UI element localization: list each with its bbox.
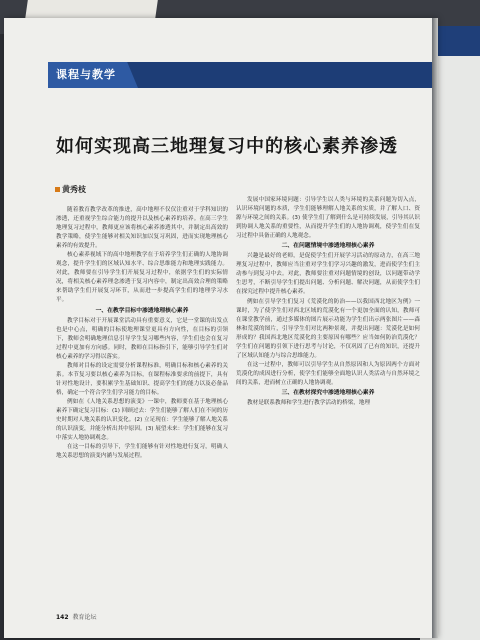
page-number: 142 [56, 614, 69, 621]
body-paragraph: 核心素养视域下的高中地理教学在于培养学生们正确的人地协调观念，提升学生们的区域认知水平、综合思维能力和地理实践能力。对此，教师要在引导学生们开展复习过程中，依据学生们的实际情况，将相关核心素养理念渗透于复习内容中，制定出高效合理的策略来帮助学生们开展复习环节，从而进一步提高学生们的地理学习水平。 [56, 252, 228, 304]
section-heading: 一、在教学目标中渗透地理核心素养 [95, 307, 189, 314]
body-paragraph: 随着教育教学改革的推进，高中地理不仅仅注重对于学科知识的渗透，还重视学生综合能力的提升以及核心素养的培养。在高三学生地理复习过程中，教师更应该将核心素养渗透其中，并制定出高效的教学策略，使学生能够对相关知识加以复习巩固，进而实现地理核心素养的有效提升。 [56, 207, 228, 250]
page-footer [56, 612, 97, 621]
body-paragraph: 教师对目标的设定需要分析课程标准，明确目标和核心素养的关系。本节复习要以核心素养为目标，在课程标准要求的前提下，具有针对性地设计，要积累学生基础知识、提高学生们的能力以及必备品格，确定一个符合学生们学习能力的目标。 [56, 362, 228, 396]
body-paragraph: 发展中国家环境问题：引导学生以人类与环境的关系问题为切入点，认识环境问题的本质，学生们能够理解人地关系的实质，并了解人口、资源与环境之间的关系。(3) 使学生们了解到什么是可持续发展，引导其认识到协调人地关系的重要性，从而提升学生们的人地协调观，使学生们在复习过程中具备正确的人地观念。 [236, 197, 420, 240]
body-paragraph: 在这一过程中，教师可以引导学生从自然原因和人为原因两个方面对荒漠化的成因进行分析，使学生们能够全面地认识人类活动与自然环境之间的关系，进而树立正确的人地协调观。 [236, 361, 420, 386]
body-paragraph: 兴趣是最好的老师，是促使学生们开展学习活动的原动力，在高三地理复习过程中，教师应当注重对学生们学习兴趣的激发，进而使学生们主动参与到复习中去。对此，教师要注重对问题情境的创设，以问题带动学生思考，不断引导学生们提出问题、分析问题、解决问题，从而使学生们在探究过程中提升核心素养。 [236, 253, 420, 296]
article-column-left [56, 206, 228, 604]
body-paragraph: 教材是联系教师和学生进行教学活动的桥梁，地理 [247, 400, 371, 407]
author-marker-icon [55, 187, 60, 192]
journal-name: 教育论坛 [72, 614, 97, 621]
body-paragraph: 教学目标对于开展课堂活动具有重要意义，它是一堂课的出发点也是中心点，明确的目标使地理课堂更具有方向性，在目标的引领下，教师会明确地理信息引导学生复习哪些内容，学生们也会在复习过程中更加有方向感。同时，教师在目标指引下，能够引导学生们对核心素养的学习得以落实。 [56, 317, 228, 360]
article-author: 黄秀枝 [62, 185, 86, 194]
article-column-right [236, 196, 420, 608]
body-paragraph: 例如在《人地关系思想的演变》一课中，教师要在基于地理核心素养下确定复习目标：(1) 回顾过去：学生们能够了解人们在不同的历史时期对人地关系的认识变化。(2) 立足现在：学生能够了解人地关系的认识演变，并能分析出其中原因。(3) 展望未来：学生们能够在复习中落实人地协调观念。 [56, 398, 228, 442]
book-spine [432, 18, 438, 638]
section-label: 课程与教学 [56, 68, 116, 81]
section-heading: 二、在问题情境中渗透地理核心素养 [281, 243, 375, 250]
magazine-page [4, 18, 436, 638]
section-heading: 三、在教材探究中渗透地理核心素养 [281, 389, 375, 396]
article-title: 如何实现高三地理复习中的核心素养渗透 [56, 136, 398, 157]
body-paragraph: 在这一目标的引导下，学生们能够有针对性地进行复习，明确人地关系思想的演变内涵与发展过程。 [56, 444, 228, 460]
body-paragraph: 例如在引导学生们复习《荒漠化的防治——以我国西北地区为例》一课时，为了使学生们对西北区域的荒漠化有一个更加全面的认知，教师可在课堂教学前，通过多媒体的图片展示功能为学生们出示两张图片——森林和荒漠的图片，引导学生们对比两种景观，并提出问题：荒漠化是如何形成的？我国西北地区荒漠化的主要原因有哪些？应当如何防治荒漠化？学生们在问题的引领下进行思考与讨论，不仅巩固了已有的知识，还提升了区域认知能力与综合思维能力。 [236, 298, 420, 359]
